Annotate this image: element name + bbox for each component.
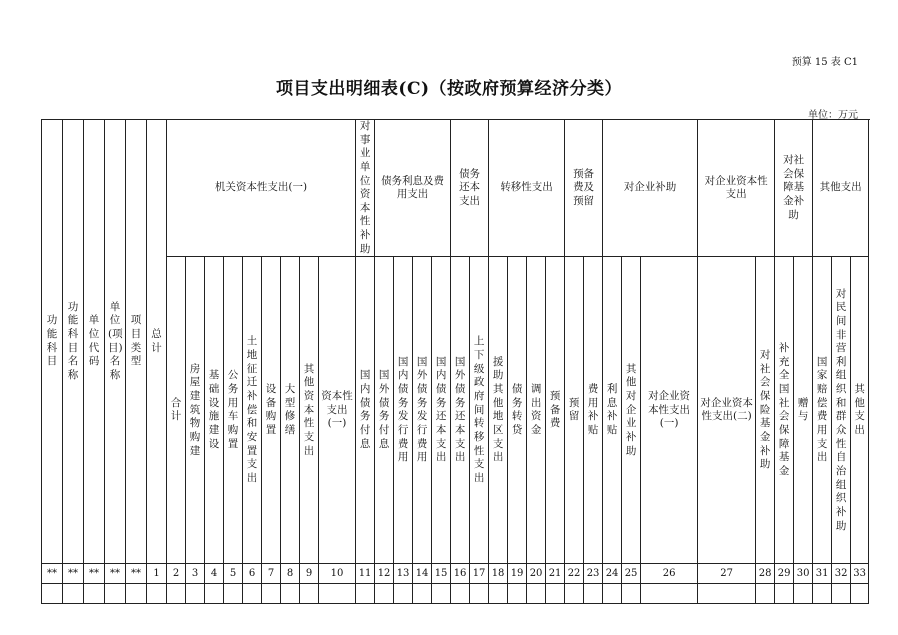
data-cell (775, 584, 794, 604)
sub-header: 预留 (565, 257, 584, 564)
column-number: ** (84, 564, 105, 584)
column-header: 单位代码 (84, 120, 105, 564)
unit-label: 单位：万元 (808, 110, 858, 121)
data-cell (147, 584, 167, 604)
data-cell (126, 584, 147, 604)
header-group: 债务还本支出 (451, 120, 489, 257)
sub-header: 上下级政府间转移性支出 (470, 257, 489, 564)
column-header: 功能科目 (42, 120, 63, 564)
column-number: 21 (546, 564, 565, 584)
data-cell (756, 584, 775, 604)
column-number: 29 (775, 564, 794, 584)
sub-header: 资本性支出(一) (319, 257, 356, 564)
data-cell (394, 584, 413, 604)
sub-header: 对企业资本性支出(二) (698, 257, 756, 564)
data-cell (63, 584, 84, 604)
sub-header: 其他资本性支出 (300, 257, 319, 564)
sub-header: 基础设施建设 (205, 257, 224, 564)
sub-header: 房屋建筑物购建 (186, 257, 205, 564)
column-number: 18 (489, 564, 508, 584)
sub-header: 土地征迁补偿和安置支出 (243, 257, 262, 564)
header-group: 机关资本性支出(一) (167, 120, 356, 257)
data-cell (224, 584, 243, 604)
data-cell (851, 584, 869, 604)
data-cell (167, 584, 186, 604)
sub-header: 对民间非营利组织和群众性自治组织补助 (832, 257, 851, 564)
sub-header: 补充全国社会保障基金 (775, 257, 794, 564)
column-number: 17 (470, 564, 489, 584)
sub-header: 大型修缮 (281, 257, 300, 564)
column-number: ** (126, 564, 147, 584)
column-number: 30 (794, 564, 813, 584)
data-cell (641, 584, 698, 604)
page-title: 项目支出明细表(C)（按政府预算经济分类） (275, 79, 623, 99)
header-group: 对企业资本性支出 (698, 120, 775, 257)
column-number: 33 (851, 564, 869, 584)
data-cell (698, 584, 756, 604)
column-header: 单位(项目)名称 (105, 120, 126, 564)
data-cell (794, 584, 813, 604)
header-group: 其他支出 (813, 120, 869, 257)
column-number: 12 (375, 564, 394, 584)
column-number: 6 (243, 564, 262, 584)
sub-header: 国内债务发行费用 (394, 257, 413, 564)
data-cell (546, 584, 565, 604)
data-cell (832, 584, 851, 604)
column-number: 28 (756, 564, 775, 584)
sub-header: 费用补贴 (584, 257, 603, 564)
column-number: 3 (186, 564, 205, 584)
sub-header: 国外债务还本支出 (451, 257, 470, 564)
data-cell (186, 584, 205, 604)
header-group: 对企业补助 (603, 120, 698, 257)
sub-header: 调出资金 (527, 257, 546, 564)
column-header: 项目类型 (126, 120, 147, 564)
sub-header: 设备购置 (262, 257, 281, 564)
form-number: 预算 15 表 C1 (791, 57, 858, 68)
data-cell (105, 584, 126, 604)
data-cell (243, 584, 262, 604)
column-number: 14 (413, 564, 432, 584)
sub-header: 利息补贴 (603, 257, 622, 564)
sub-header: 国家赔偿费用支出 (813, 257, 832, 564)
header-group: 预备费及预留 (565, 120, 603, 257)
column-number: 9 (300, 564, 319, 584)
column-header: 总计 (147, 120, 167, 564)
column-number: 4 (205, 564, 224, 584)
sub-header: 国外债务发行费用 (413, 257, 432, 564)
data-cell (205, 584, 224, 604)
sub-header: 合计 (167, 257, 186, 564)
column-number: 2 (167, 564, 186, 584)
column-number: 16 (451, 564, 470, 584)
sub-header: 预备费 (546, 257, 565, 564)
column-number: 25 (622, 564, 641, 584)
header-group: 转移性支出 (489, 120, 565, 257)
column-number: 24 (603, 564, 622, 584)
column-number: 22 (565, 564, 584, 584)
data-cell (584, 584, 603, 604)
column-number: 23 (584, 564, 603, 584)
data-cell (300, 584, 319, 604)
data-cell (451, 584, 470, 604)
header-group: 对事业单位资本性补助 (356, 120, 375, 257)
data-cell (489, 584, 508, 604)
data-cell (42, 584, 63, 604)
sub-header: 赠与 (794, 257, 813, 564)
data-cell (262, 584, 281, 604)
data-cell (470, 584, 489, 604)
header-group: 对社会保障基金补助 (775, 120, 813, 257)
sub-header: 国外债务付息 (375, 257, 394, 564)
data-cell (319, 584, 356, 604)
data-cell (356, 584, 375, 604)
column-number: 15 (432, 564, 451, 584)
sub-header: 对社会保险基金补助 (756, 257, 775, 564)
budget-table (41, 119, 869, 604)
column-number: 11 (356, 564, 375, 584)
header-group: 债务利息及费用支出 (375, 120, 451, 257)
data-cell (813, 584, 832, 604)
sub-header: 国内债务还本支出 (432, 257, 451, 564)
column-number: 8 (281, 564, 300, 584)
data-cell (508, 584, 527, 604)
column-number: ** (42, 564, 63, 584)
data-cell (565, 584, 584, 604)
column-number: 10 (319, 564, 356, 584)
column-number: 19 (508, 564, 527, 584)
column-number: 26 (641, 564, 698, 584)
column-number: 31 (813, 564, 832, 584)
column-number: ** (63, 564, 84, 584)
data-cell (281, 584, 300, 604)
column-number: 5 (224, 564, 243, 584)
column-number: 27 (698, 564, 756, 584)
sub-header: 国内债务付息 (356, 257, 375, 564)
data-cell (527, 584, 546, 604)
column-number: 32 (832, 564, 851, 584)
column-header: 功能科目名称 (63, 120, 84, 564)
data-cell (84, 584, 105, 604)
data-cell (375, 584, 394, 604)
data-cell (413, 584, 432, 604)
sub-header: 对企业资本性支出(一) (641, 257, 698, 564)
sub-header: 公务用车购置 (224, 257, 243, 564)
column-number: 7 (262, 564, 281, 584)
column-number: ** (105, 564, 126, 584)
data-cell (432, 584, 451, 604)
sub-header: 援助其他地区支出 (489, 257, 508, 564)
sub-header: 其他支出 (851, 257, 869, 564)
sub-header: 其他对企业补助 (622, 257, 641, 564)
column-number: 1 (147, 564, 167, 584)
data-cell (603, 584, 622, 604)
column-number: 13 (394, 564, 413, 584)
sub-header: 债务转贷 (508, 257, 527, 564)
data-cell (622, 584, 641, 604)
column-number: 20 (527, 564, 546, 584)
